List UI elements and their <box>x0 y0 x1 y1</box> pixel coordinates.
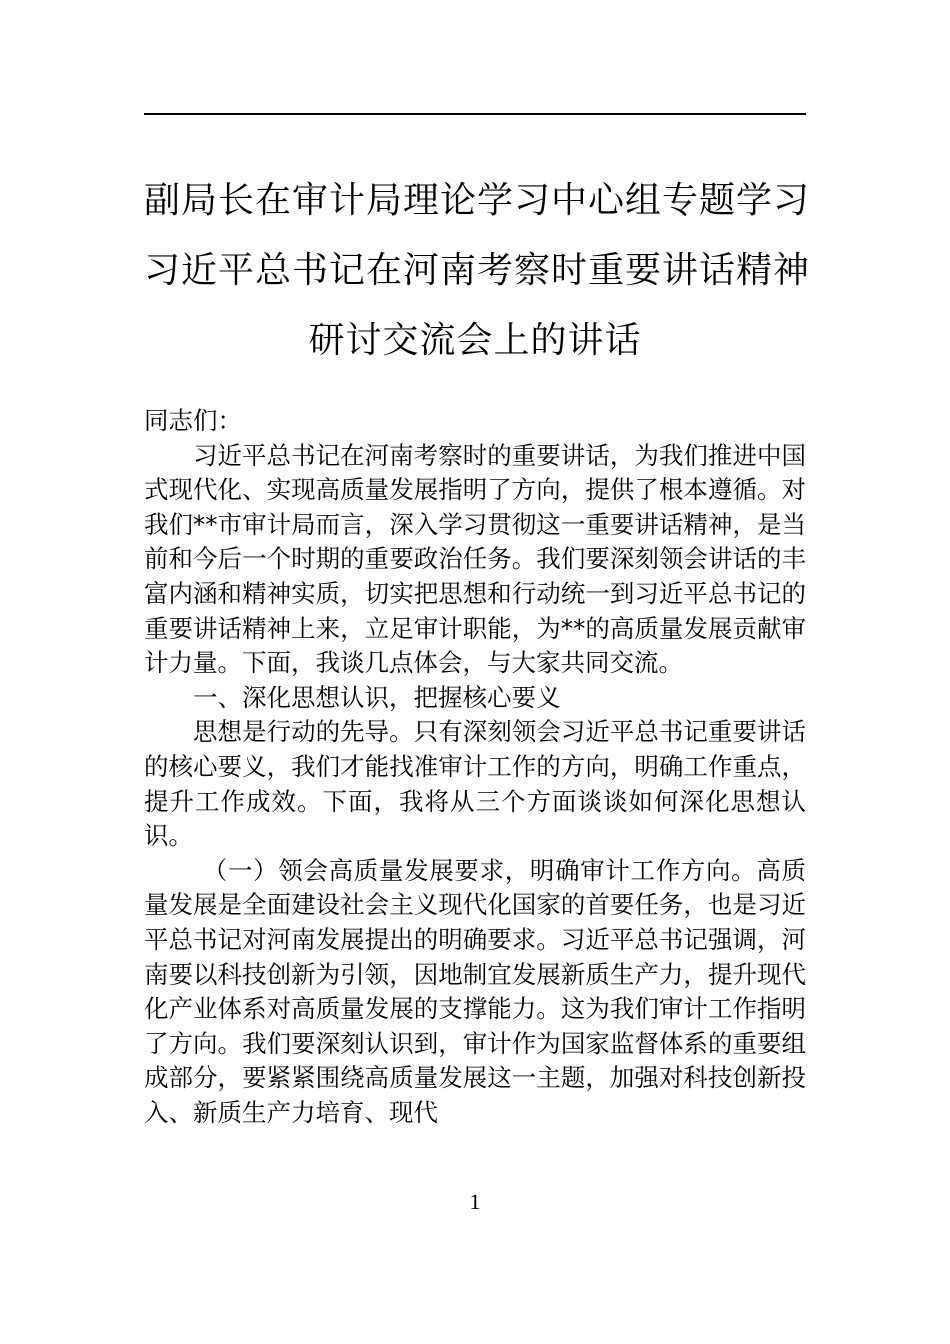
section-heading-1: 一、深化思想认识，把握核心要义 <box>193 682 561 712</box>
title-line-1: 副局长在审计局理论学习中心组专题学习 <box>144 180 811 221</box>
salutation: 同志们： <box>144 406 242 435</box>
document-title <box>144 166 811 376</box>
title-line-2: 习近平总书记在河南考察时重要讲话精神 <box>144 250 811 291</box>
title-line-3: 研讨交流会上的讲话 <box>308 320 642 361</box>
section-1-paragraph: 思想是行动的先导。只有深刻领会习近平总书记重要讲话的核心要义，我们才能找准审计工作的方向，明确工作重点，提升工作成效。下面，我将从三个方面谈谈如何深化思想认识。 <box>144 717 806 851</box>
subsection-1-paragraph: （一）领会高质量发展要求，明确审计工作方向。高质量发展是全面建设社会主义现代化国家的首要任务，也是习近平总书记对河南发展提出的明确要求。习近平总书记强调，河南要以科技创新为引领，因地制宜发展新质生产力，提升现代化产业体系对高质量发展的支撑能力。这为我们审计工作指明了方向。我们要深刻认识到，审计作为国家监督体系的重要组成部分，要紧紧围绕高质量发展这一主题，加强对科技创新投入、新质生产力培育、现代 <box>144 855 806 1127</box>
intro-paragraph: 习近平总书记在河南考察时的重要讲话，为我们推进中国式现代化、实现高质量发展指明了方向，提供了根本遵循。对我们**市审计局而言，深入学习贯彻这一重要讲话精神，是当前和今后一个时期的重要政治任务。我们要深刻领会讲话的丰富内涵和精神实质，切实把思想和行动统一到习近平总书记的重要讲话精神上来，立足审计职能，为**的高质量发展贡献审计力量。下面，我谈几点体会，与大家共同交流。 <box>144 440 806 678</box>
page-number: 1 <box>469 1189 481 1214</box>
document-body <box>144 404 806 1130</box>
header-rule <box>144 113 806 115</box>
